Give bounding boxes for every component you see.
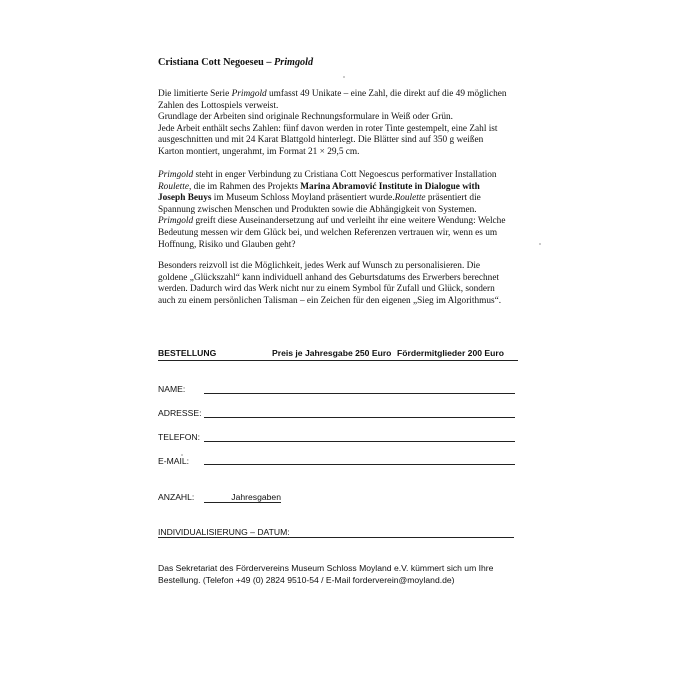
price-members: Fördermitglieder 200 Euro bbox=[397, 348, 504, 358]
document-title bbox=[158, 57, 313, 68]
artist-name: Cristiana Cott Negoeseu bbox=[158, 57, 264, 68]
work-title: Primgold bbox=[274, 57, 314, 68]
order-heading-row bbox=[158, 348, 518, 361]
individualization-date-field[interactable] bbox=[158, 537, 514, 538]
order-heading: BESTELLUNG bbox=[158, 348, 217, 358]
name-label: NAME: bbox=[158, 384, 186, 394]
price-annual-gift: Preis je Jahresgabe 250 Euro bbox=[272, 348, 392, 358]
paragraph-line: auch zu einem persönlichen Talisman – ein Zeichen für den eigenen „Sieg im Algorithmus“. bbox=[158, 295, 502, 306]
address-field[interactable] bbox=[204, 417, 515, 418]
paragraph-line: Besonders reizvoll ist die Möglichkeit, jedes Werk auf Wunsch zu personalisieren. Die bbox=[158, 261, 481, 271]
scan-speck bbox=[539, 243, 541, 245]
phone-field[interactable] bbox=[204, 441, 515, 442]
paragraph-personalization bbox=[158, 261, 533, 307]
footer-line: Das Sekretariat des Fördervereins Museum Schloss Moyland e.V. kümmert sich um Ihre bbox=[158, 563, 494, 573]
paragraph-line: Spannung zwischen Menschen und Produkten sowie die Abhängigkeit von Systemen. bbox=[158, 204, 477, 215]
paragraph-line: Roulette, die im Rahmen des Projekts Marina Abramović Institute in Dialogue with bbox=[158, 181, 480, 192]
scan-speck bbox=[181, 454, 183, 456]
quantity-label: ANZAHL: bbox=[158, 492, 195, 502]
name-field[interactable] bbox=[204, 393, 515, 394]
paragraph-line: Grundlage der Arbeiten sind originale Rechnungsformulare in Weiß oder Grün. bbox=[158, 112, 453, 123]
paragraph-line: Hoffnung, Risiko und Glauben geht? bbox=[158, 239, 296, 250]
paragraph-line: Primgold greift diese Auseinandersetzung auf und verleiht ihr eine weitere Wendung: Welche bbox=[158, 216, 506, 227]
footer-line: Bestellung. (Telefon +49 (0) 2824 9510-54 / E-Mail forderverein@moyland.de) bbox=[158, 574, 455, 585]
paragraph-line: Zahlen des Lottospiels verweist. bbox=[158, 100, 279, 111]
paragraph-line: Joseph Beuys im Museum Schloss Moyland präsentiert wurde.Roulette präsentiert die bbox=[158, 193, 481, 204]
paragraph-line: Primgold steht in enger Verbindung zu Cristiana Cott Negoescus performativer Installation bbox=[158, 170, 497, 180]
paragraph-line: Karton montiert, ungerahmt, im Format 21 × 29,5 cm. bbox=[158, 146, 360, 157]
paragraph-series-description bbox=[158, 89, 533, 159]
quantity-field[interactable]: Jahresgaben bbox=[204, 492, 281, 503]
email-label: E-MAIL: bbox=[158, 456, 190, 466]
footer-contact-note bbox=[158, 563, 528, 587]
scan-speck bbox=[343, 76, 345, 78]
address-label: ADRESSE: bbox=[158, 408, 202, 418]
paragraph-line: werden. Dadurch wird das Werk nicht nur zu einem Symbol für Zufall und Glück, sondern bbox=[158, 284, 495, 295]
paragraph-line: ausgeschnitten und mit 24 Karat Blattgold hinterlegt. Die Blätter sind auf 350 g weißen bbox=[158, 135, 484, 146]
title-separator: – bbox=[263, 57, 275, 68]
paragraph-line: Jede Arbeit enthält sechs Zahlen: fünf davon werden in roter Tinte gestempelt, eine Zahl ist bbox=[158, 123, 498, 134]
email-field[interactable] bbox=[204, 464, 515, 465]
paragraph-line: Bedeutung messen wir dem Glück bei, und welchen Referenzen vertrauen wir, wenn es um bbox=[158, 227, 498, 238]
paragraph-context bbox=[158, 170, 533, 251]
paragraph-line: goldene „Glückszahl“ kann individuell anhand des Geburtsdatums des Erwerbers berechnet bbox=[158, 272, 500, 283]
paragraph-line: Die limitierte Serie Primgold umfasst 49 Unikate – eine Zahl, die direkt auf die 49 möglichen bbox=[158, 89, 507, 99]
individualization-date-label: INDIVIDUALISIERUNG – DATUM: bbox=[158, 527, 290, 537]
phone-label: TELEFON: bbox=[158, 432, 201, 442]
